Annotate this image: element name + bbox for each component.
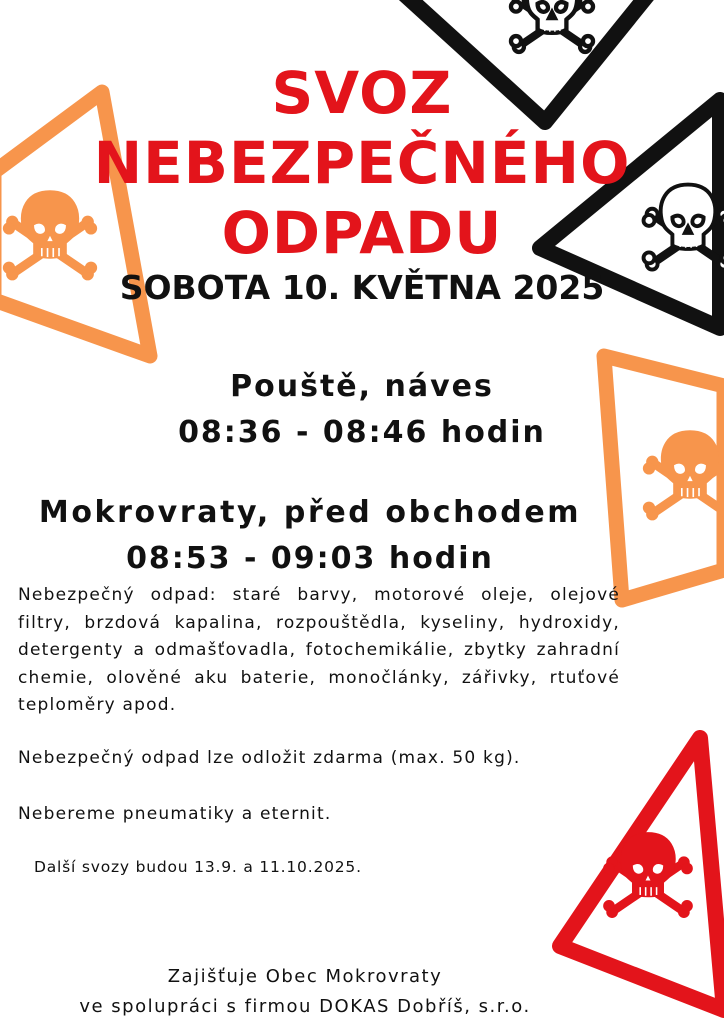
not-accepted-note: Nebereme pneumatiky a eternit. <box>18 804 332 824</box>
title-line-2: NEBEZPEČNÉHO <box>93 129 631 197</box>
event-date: SOBOTA 10. KVĚTNA 2025 <box>119 268 605 307</box>
free-disposal-note: Nebezpečný odpad lze odložit zdarma (max. 50 kg). <box>18 748 521 768</box>
location-1-time: 08:36 - 08:46 hodin <box>178 415 546 450</box>
footer-line-1: Zajišťuje Obec Mokrovraty <box>167 966 443 987</box>
hazardous-waste-description: Nebezpečný odpad: staré barvy, motorové oleje, olejové filtry, brzdová kapalina, rozpouštědla, kyseliny, hydroxidy, detergenty a odmašťovadla, fotochemikálie, zbytky zahradní chemie, olověné aku baterie, monočlánky, zářivky, rtuťové teploměry apod. <box>18 585 620 715</box>
location-1-place: Pouště, náves <box>230 369 494 404</box>
footer-line-2: ve spolupráci s firmou DOKAS Dobříš, s.r.o. <box>79 996 531 1017</box>
title-line-3: ODPADU <box>221 199 503 267</box>
location-2-time: 08:53 - 09:03 hodin <box>126 541 494 576</box>
location-2-place: Mokrovraty, před obchodem <box>38 495 582 530</box>
title-line-1: SVOZ <box>271 59 453 127</box>
next-collections-note: Další svozy budou 13.9. a 11.10.2025. <box>34 858 362 876</box>
